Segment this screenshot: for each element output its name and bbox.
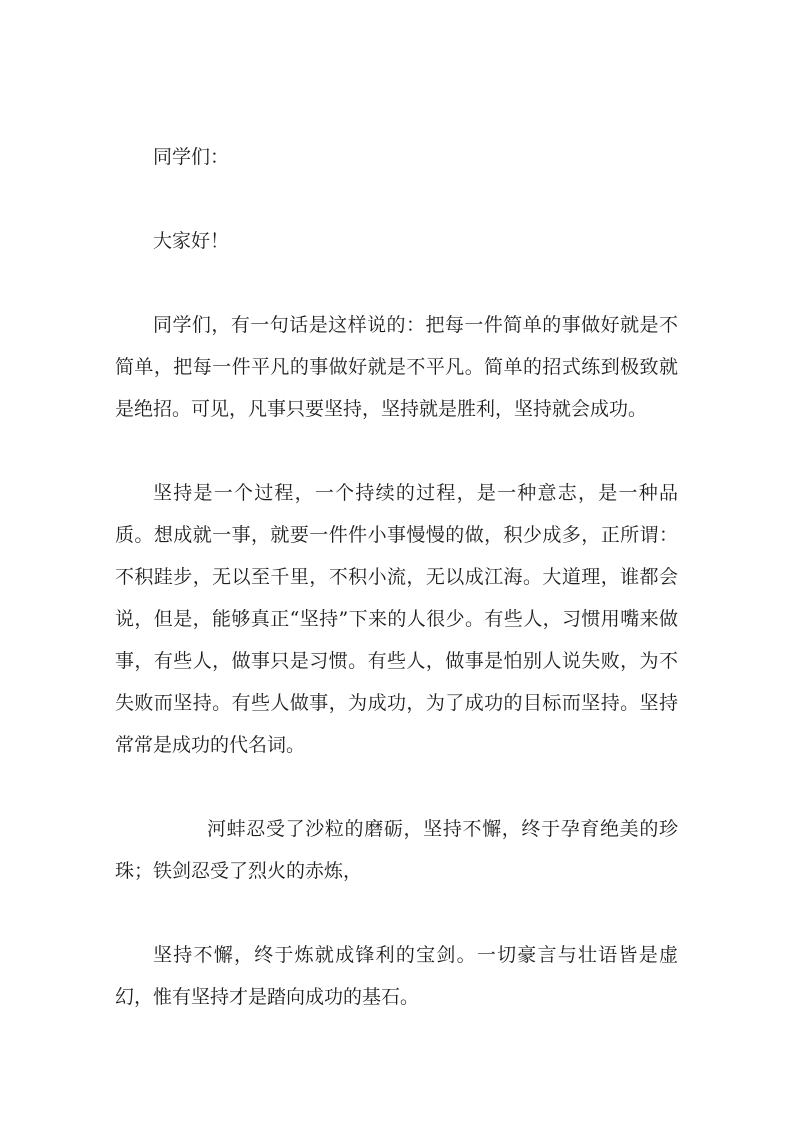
paragraph-pearl-metaphor: 河蚌忍受了沙粒的磨砺，坚持不懈，终于孕育绝美的珍珠；铁剑忍受了烈火的赤炼， (115, 818, 678, 882)
paragraph-sword-conclusion: 坚持不懈，终于炼就成锋利的宝剑。一切豪言与壮语皆是虚幻，惟有坚持才是踏向成功的基石。 (115, 944, 678, 1008)
salutation-line: 同学们： (153, 146, 230, 168)
greeting-line: 大家好！ (153, 230, 230, 252)
paragraph-opening: 同学们，有一句话是这样说的：把每一件简单的事做好就是不简单，把每一件平凡的事做好就是不平凡。简单的招式练到极致就是绝招。可见，凡事只要坚持，坚持就是胜利，坚持就会成功。 (115, 314, 678, 420)
paragraph-persistence-process: 坚持是一个过程，一个持续的过程，是一种意志，是一种品质。想成就一事，就要一件件小事慢慢的做，积少成多，正所谓：不积跬步，无以至千里，不积小流，无以成江海。大道理，谁都会说，但是，能够真正“坚持”下来的人很少。有些人，习惯用嘴来做事，有些人，做事只是习惯。有些人，做事是怕别人说失败，为不失败而坚持。有些人做事，为成功，为了成功的目标而坚持。坚持常常是成功的代名词。 (115, 482, 678, 756)
document-body (115, 136, 678, 1018)
